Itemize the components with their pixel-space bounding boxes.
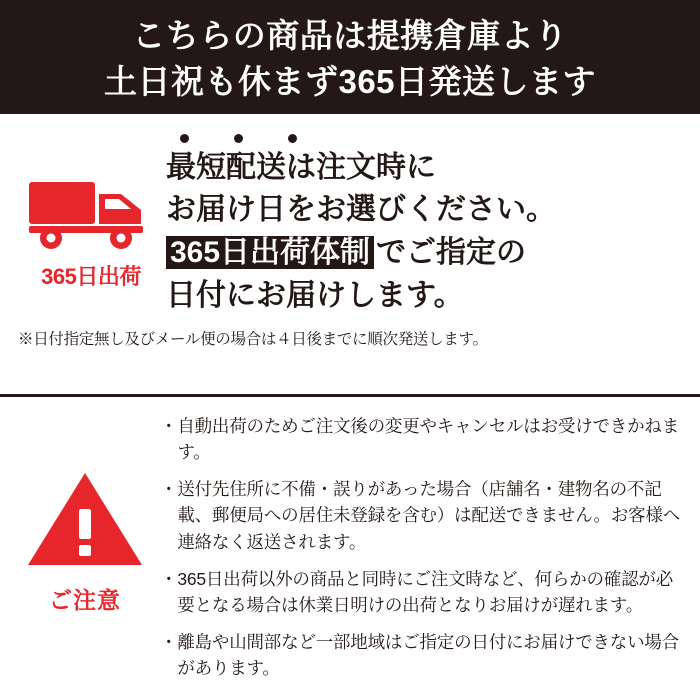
caution-item-text: 自動出荷のためご注文後の変更やキャンセルはお受けできかねます。: [177, 415, 680, 463]
shipping-text-block: [166, 126, 686, 317]
truck-badge: [16, 126, 166, 291]
dot-3: [288, 134, 297, 143]
dot-2: [234, 134, 243, 143]
caution-badge: [10, 411, 160, 692]
bullet-marker: ・: [160, 478, 178, 499]
header-line-1: こちらの商品は提携倉庫より: [132, 17, 568, 55]
caution-item-text: 365日出荷以外の商品と同時にご注文時など、何らかの確認が必要となる場合は休業日明けの出荷となりお届けが遅れます。: [177, 568, 674, 616]
caution-item-text: 送付先住所に不備・誤りがあった場合（店舗名・建物名の不記載、郵便局への居住未登録を含む）は配送できません。お客様へ連絡なく返送されます。: [177, 478, 681, 553]
shipping-line-1: 最短配送は注文時に: [166, 150, 436, 184]
bullet-marker: ・: [160, 415, 178, 436]
shipping-line-3-rest: でご指定の: [376, 236, 527, 270]
bullet-marker: ・: [160, 568, 178, 589]
truck-badge-label: 365日出荷: [41, 263, 141, 289]
warning-triangle-icon: [26, 471, 144, 572]
shipping-line-2: お届け日をお選びください。: [166, 193, 556, 227]
banner-header: [0, 0, 700, 114]
shipping-line-4: 日付にお届けします。: [166, 278, 464, 312]
caution-section: [0, 397, 700, 700]
caution-item-text: 離島や山間部など一部地域はご指定の日付にお届けできない場合があります。: [177, 631, 680, 679]
list-item: [160, 413, 686, 466]
list-item: [160, 476, 686, 556]
caution-list: [160, 411, 686, 692]
shipping-note: ※日付指定無し及びメール便の場合は４日後までに順次発送します。: [18, 331, 488, 349]
shipping-line-3: [166, 232, 686, 275]
shipping-section: [0, 114, 700, 397]
bullet-marker: ・: [160, 631, 178, 652]
truck-icon: [29, 174, 153, 252]
dot-1: [180, 134, 189, 143]
decorative-dots: [166, 134, 686, 143]
header-line-2: 土日祝も休まず365日発送します: [103, 62, 597, 100]
list-item: [160, 629, 686, 682]
caution-badge-label: ご注意: [49, 586, 121, 613]
list-item: [160, 566, 686, 619]
highlight-365-shipping: 365日出荷体制: [166, 236, 374, 269]
